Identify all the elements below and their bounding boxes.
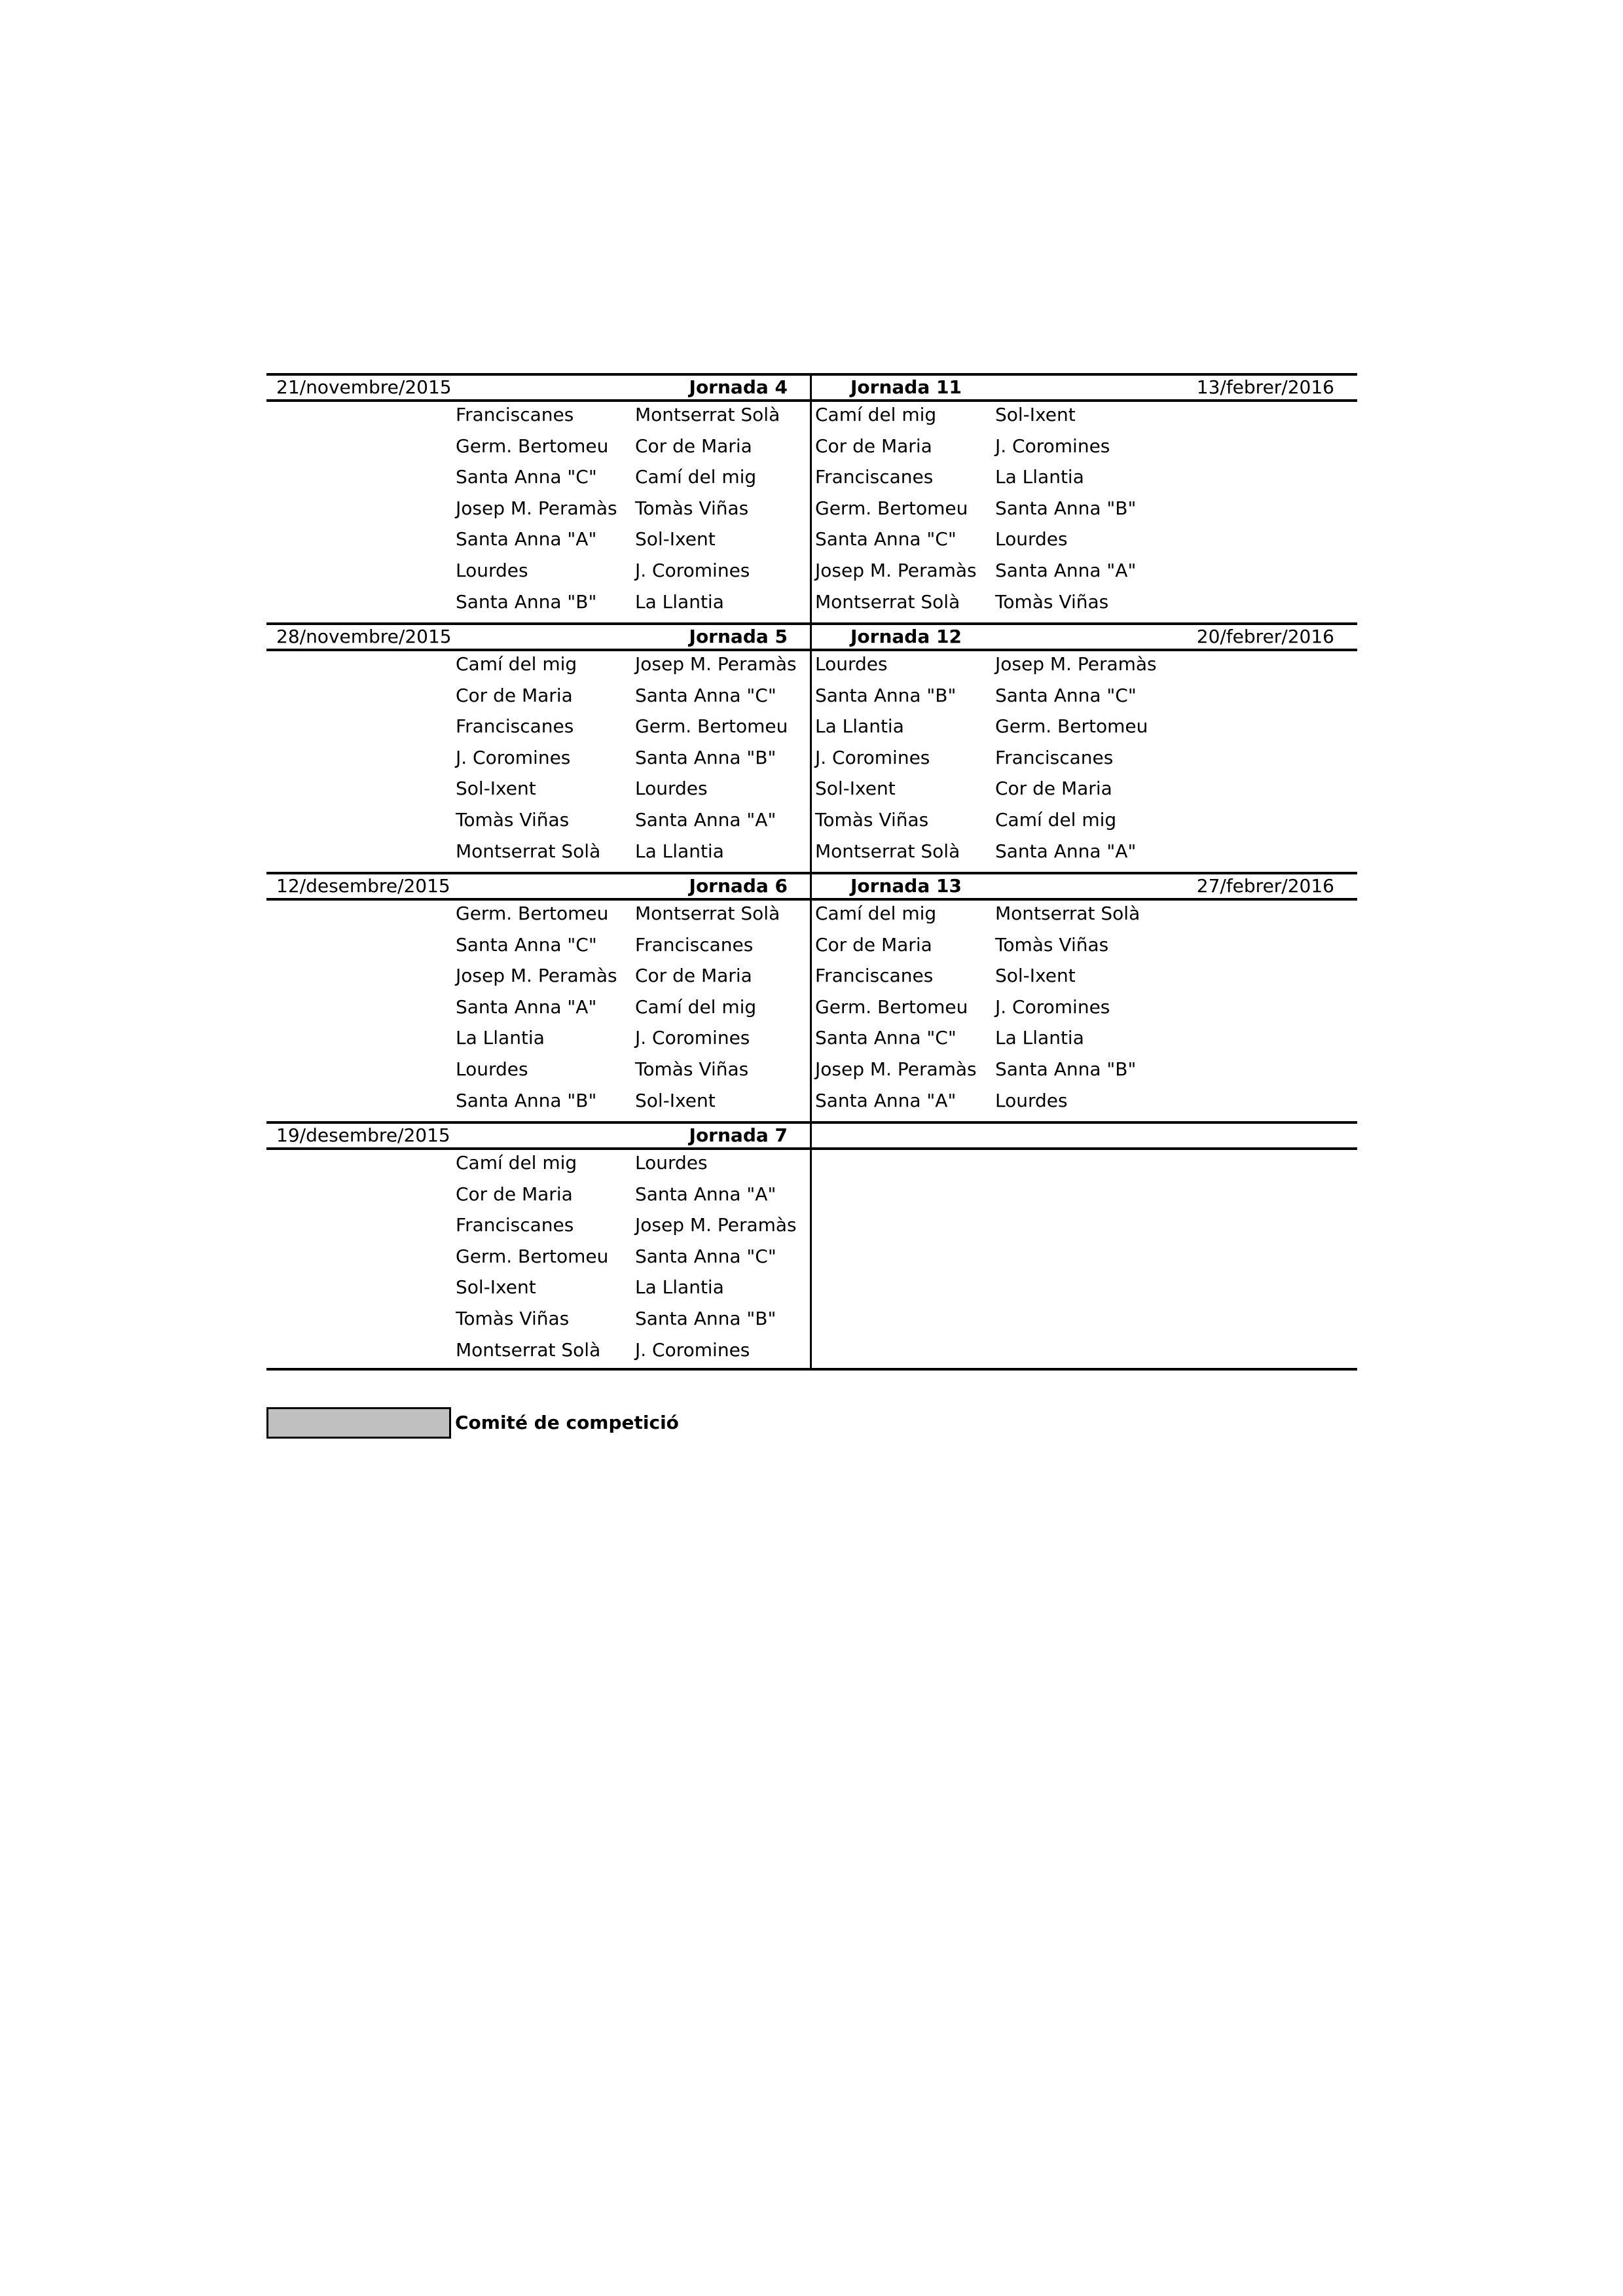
home-team: Santa Anna "B" [456,1089,597,1111]
away-team: La Llantia [635,590,724,613]
home-team: Franciscanes [815,466,934,488]
away-team: J. Coromines [995,996,1110,1018]
table-bottom-rule [266,1368,1357,1371]
home-team: Santa Anna "C" [456,466,597,488]
away-team: Sol-Ixent [995,965,1076,987]
home-team: Franciscanes [456,404,574,425]
round-date-left: 19/desembre/2015 [276,1124,450,1146]
legend-label: Comité de competició [455,1412,679,1433]
home-team: Lourdes [456,1058,528,1080]
away-team: Cor de Maria [635,965,752,987]
away-team: J. Coromines [995,435,1110,457]
away-team: Tomàs Viñas [995,590,1109,613]
away-team: J. Coromines [635,560,750,581]
home-team: Franciscanes [456,1214,574,1236]
home-team: Santa Anna "C" [815,528,957,550]
away-team: Lourdes [635,778,708,800]
home-team: Lourdes [456,560,528,581]
home-team: J. Coromines [456,746,571,768]
home-team: Cor de Maria [815,435,932,457]
away-team: Montserrat Solà [995,903,1140,924]
home-team: Germ. Bertomeu [815,996,968,1018]
home-team: Santa Anna "C" [815,1027,957,1049]
home-team: Camí del mig [456,653,577,675]
column-divider [810,373,812,622]
home-team: Josep M. Peramàs [456,497,617,519]
home-team: Sol-Ixent [815,778,896,800]
home-team: Montserrat Solà [456,840,601,862]
home-team: Germ. Bertomeu [456,435,609,457]
away-team: Santa Anna "C" [635,1245,776,1267]
home-team: Camí del mig [815,903,937,924]
away-team: Montserrat Solà [635,903,780,924]
away-team: Sol-Ixent [635,1089,716,1111]
home-team: Cor de Maria [456,1183,573,1205]
home-team: Cor de Maria [456,684,573,706]
home-team: Tomàs Viñas [456,1308,570,1329]
home-team: Montserrat Solà [815,840,960,862]
away-team: Franciscanes [635,933,754,956]
away-team: Santa Anna "A" [635,809,776,831]
home-team: Santa Anna "B" [456,590,597,613]
home-team: Cor de Maria [815,933,932,956]
home-team: Montserrat Solà [815,590,960,613]
away-team: Josep M. Peramàs [635,653,797,675]
away-team: Franciscanes [995,746,1114,768]
away-team: Santa Anna "A" [635,1183,776,1205]
away-team: Santa Anna "A" [995,840,1137,862]
home-team: Josep M. Peramàs [815,560,977,581]
away-team: Tomàs Viñas [635,1058,749,1080]
home-team: Franciscanes [456,715,574,738]
away-team: La Llantia [635,1276,724,1299]
away-team: Cor de Maria [635,435,752,457]
round-title-right: Jornada 12 [850,626,962,647]
home-team: Germ. Bertomeu [456,1245,609,1267]
home-team: Lourdes [815,653,888,675]
home-team: Santa Anna "B" [815,684,957,706]
column-divider [810,622,812,872]
round-date-right: 13/febrer/2016 [1196,376,1334,398]
away-team: Sol-Ixent [995,404,1076,425]
home-team: Franciscanes [815,965,934,987]
away-team: Lourdes [995,528,1068,550]
away-team: Camí del mig [995,809,1117,831]
round-block [266,1121,1357,1371]
away-team: Tomàs Viñas [995,933,1109,956]
away-team: La Llantia [995,1027,1084,1049]
away-team: Santa Anna "B" [995,1058,1137,1080]
home-team: Sol-Ixent [456,778,536,800]
column-divider [810,1121,812,1371]
home-team: Santa Anna "C" [456,933,597,956]
home-team: Germ. Bertomeu [456,903,609,924]
away-team: La Llantia [635,840,724,862]
away-team: Santa Anna "B" [635,1308,776,1329]
away-team: Tomàs Viñas [635,497,749,519]
round-block [266,872,1357,1121]
away-team: J. Coromines [635,1338,750,1361]
home-team: Josep M. Peramàs [456,965,617,987]
away-team: La Llantia [995,466,1084,488]
home-team: Germ. Bertomeu [815,497,968,519]
home-team: Tomàs Viñas [815,809,929,831]
away-team: Josep M. Peramàs [635,1214,797,1236]
home-team: Sol-Ixent [456,1276,536,1299]
away-team: Santa Anna "C" [995,684,1137,706]
round-title-right: Jornada 11 [850,376,962,398]
away-team: Camí del mig [635,466,757,488]
home-team: J. Coromines [815,746,930,768]
round-title-left: Jornada 6 [689,875,788,897]
away-team: Camí del mig [635,996,757,1018]
round-date-right: 27/febrer/2016 [1196,875,1334,897]
home-team: Camí del mig [456,1152,577,1174]
round-title-right: Jornada 13 [850,875,962,897]
away-team: Cor de Maria [995,778,1112,800]
round-date-left: 12/desembre/2015 [276,875,450,897]
schedule-table [266,373,1357,1371]
legend-color-swatch [266,1407,451,1439]
round-date-left: 28/novembre/2015 [276,626,452,647]
home-team: Santa Anna "A" [456,996,597,1018]
away-team: J. Coromines [635,1027,750,1049]
home-team: La Llantia [815,715,904,738]
column-divider [810,872,812,1121]
home-team: Santa Anna "A" [456,528,597,550]
round-block [266,622,1357,872]
home-team: Santa Anna "A" [815,1089,957,1111]
away-team: Santa Anna "B" [995,497,1137,519]
away-team: Montserrat Solà [635,404,780,425]
round-date-right: 20/febrer/2016 [1196,626,1334,647]
away-team: Sol-Ixent [635,528,716,550]
away-team: Santa Anna "C" [635,684,776,706]
away-team: Lourdes [635,1152,708,1174]
home-team: La Llantia [456,1027,545,1049]
away-team: Germ. Bertomeu [995,715,1148,738]
away-team: Lourdes [995,1089,1068,1111]
home-team: Montserrat Solà [456,1338,601,1361]
away-team: Germ. Bertomeu [635,715,788,738]
away-team: Santa Anna "B" [635,746,776,768]
round-block [266,373,1357,622]
round-date-left: 21/novembre/2015 [276,376,452,398]
round-title-left: Jornada 7 [689,1124,788,1146]
away-team: Josep M. Peramàs [995,653,1157,675]
home-team: Josep M. Peramàs [815,1058,977,1080]
home-team: Camí del mig [815,404,937,425]
round-title-left: Jornada 4 [689,376,788,398]
round-title-left: Jornada 5 [689,626,788,647]
away-team: Santa Anna "A" [995,560,1137,581]
home-team: Tomàs Viñas [456,809,570,831]
